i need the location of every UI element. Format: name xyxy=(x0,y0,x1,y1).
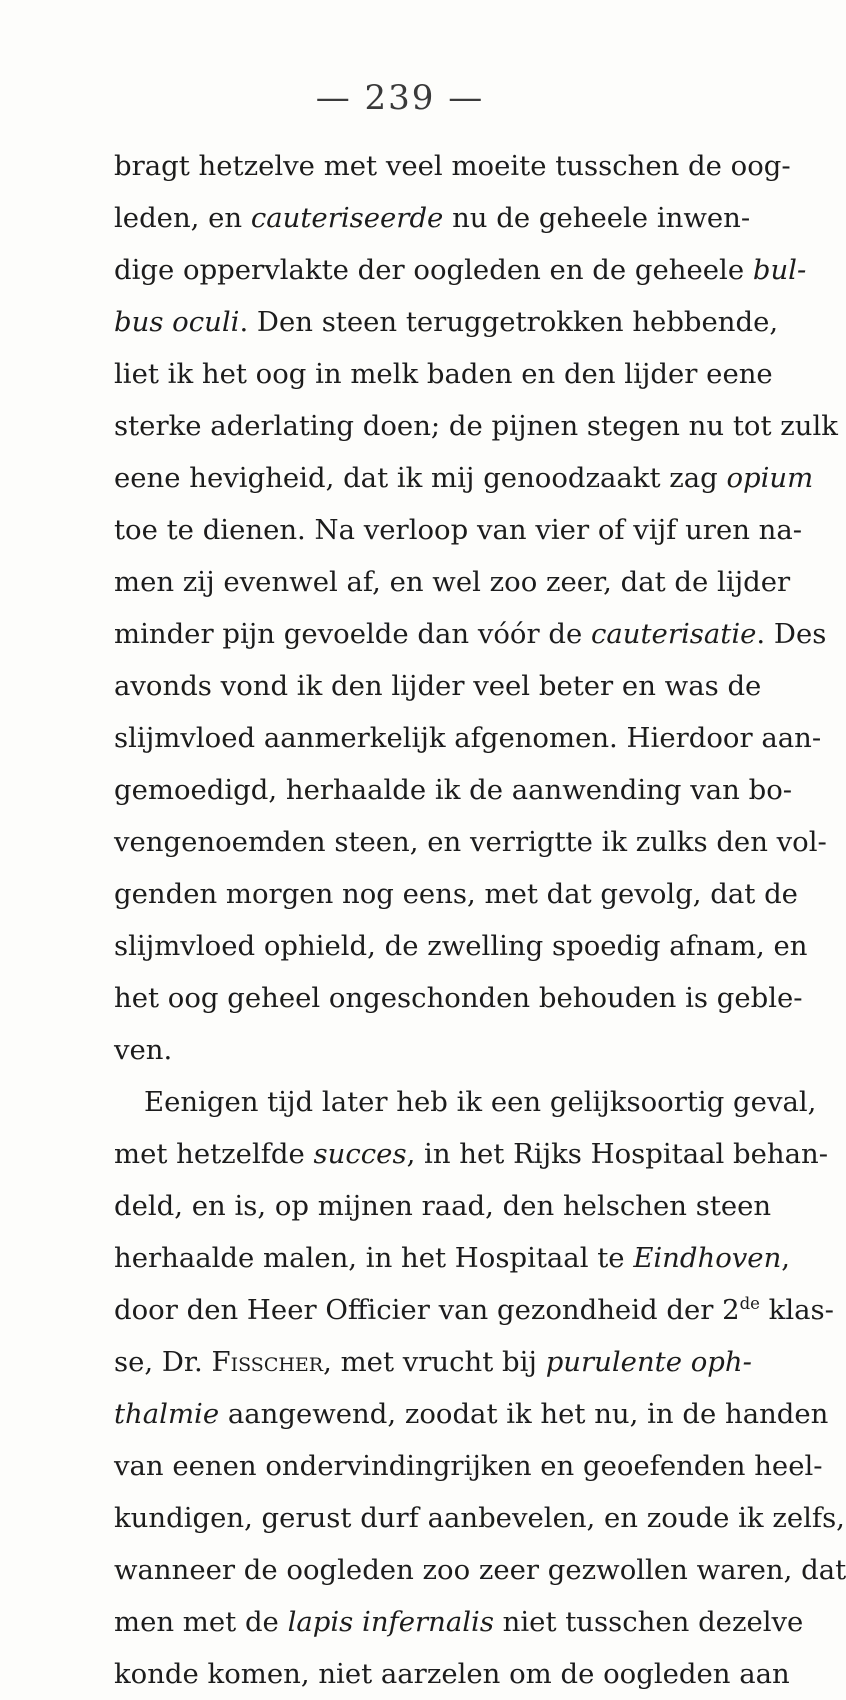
text-line xyxy=(114,556,791,608)
text-line xyxy=(114,504,803,556)
text-run: herhaalde malen, in het Hospitaal te xyxy=(114,1242,634,1274)
text-line xyxy=(114,140,791,192)
text-run: aangewend, zoodat ik het nu, in de handen xyxy=(219,1398,829,1430)
text-run: cauteriseerde xyxy=(250,202,444,234)
text-run: klas- xyxy=(759,1294,834,1326)
text-run: Eindhoven xyxy=(633,1242,782,1274)
text-run: leden, en xyxy=(114,202,251,234)
text-run: door den Heer Officier van gezondheid der 2 xyxy=(114,1294,740,1326)
page-number: — 239 — xyxy=(315,78,485,118)
text-run: konde komen, niet aarzelen om de oogleden aan xyxy=(114,1658,790,1690)
text-run: van eenen ondervindingrijken en geoefenden heel- xyxy=(114,1450,823,1482)
text-run: , in het Rijks Hospitaal behan- xyxy=(406,1138,829,1170)
text-line xyxy=(114,1128,829,1180)
text-run: wanneer de oogleden zoo zeer gezwollen waren, dat xyxy=(114,1554,846,1586)
text-run: slijmvloed aanmerkelijk afgenomen. Hierdoor aan- xyxy=(114,722,822,754)
text-run: bus oculi xyxy=(114,306,240,338)
text-run: Fisscher xyxy=(211,1346,324,1378)
text-line xyxy=(114,660,762,712)
text-line xyxy=(114,1232,791,1284)
text-run: eene hevigheid, dat ik mij genoodzaakt zag xyxy=(114,462,727,494)
text-line xyxy=(114,868,798,920)
text-run: cauterisatie xyxy=(591,618,757,650)
text-run: thalmie xyxy=(114,1398,220,1430)
text-line xyxy=(114,972,803,1024)
text-run: opium xyxy=(726,462,814,494)
text-run: nu de geheele inwen- xyxy=(443,202,751,234)
text-run: bul- xyxy=(752,254,807,286)
text-run: Eenigen tijd later heb ik een gelijksoortig geval, xyxy=(144,1086,817,1118)
text-line xyxy=(114,452,814,504)
text-run: . Des xyxy=(756,618,827,650)
text-line xyxy=(114,1388,829,1440)
text-run: ven. xyxy=(114,1034,173,1066)
text-run: men zij evenwel af, en wel zoo zeer, dat de lijder xyxy=(114,566,791,598)
text-line xyxy=(114,296,779,348)
text-line xyxy=(114,348,773,400)
text-run: slijmvloed ophield, de zwelling spoedig afnam, en xyxy=(114,930,808,962)
text-run: vengenoemden steen, en verrigtte ik zulks den vol- xyxy=(114,826,827,858)
text-line xyxy=(114,920,808,972)
text-run: succes xyxy=(313,1138,407,1170)
text-run: liet ik het oog in melk baden en den lijder eene xyxy=(114,358,773,390)
text-line xyxy=(114,400,838,452)
text-run: minder pijn gevoelde dan vóór de xyxy=(114,618,591,650)
text-line xyxy=(114,1024,682,1076)
text-run: avonds vond ik den lijder veel beter en was de xyxy=(114,670,762,702)
text-run: deld, en is, op mijnen raad, den helschen steen xyxy=(114,1190,772,1222)
text-run: men met de xyxy=(114,1606,288,1638)
text-line xyxy=(114,712,822,764)
text-line xyxy=(114,1544,846,1596)
text-line xyxy=(114,1648,790,1700)
text-line xyxy=(114,192,751,244)
text-run: purulente oph- xyxy=(545,1346,752,1378)
text-line xyxy=(114,816,827,868)
body-text xyxy=(114,140,846,1700)
text-line xyxy=(114,244,807,296)
text-run: de xyxy=(739,1293,760,1313)
text-run: se, Dr. xyxy=(114,1346,212,1378)
text-run: toe te dienen. Na verloop van vier of vijf uren na- xyxy=(114,514,803,546)
text-run: niet tusschen dezelve xyxy=(493,1606,804,1638)
text-line xyxy=(114,608,827,660)
text-run: sterke aderlating doen; de pijnen stegen nu tot zulk xyxy=(114,410,838,442)
text-run: kundigen, gerust durf aanbevelen, en zoude ik zelfs, xyxy=(114,1502,845,1534)
text-line xyxy=(114,1284,834,1336)
text-run: genden morgen nog eens, met dat gevolg, dat de xyxy=(114,878,798,910)
text-line xyxy=(114,1076,817,1128)
text-run: het oog geheel ongeschonden behouden is geble- xyxy=(114,982,803,1014)
text-line xyxy=(114,1492,845,1544)
text-run: . Den steen teruggetrokken hebbende, xyxy=(239,306,779,338)
text-run: , met vrucht bij xyxy=(323,1346,546,1378)
text-line xyxy=(114,1440,823,1492)
text-run: dige oppervlakte der oogleden en de geheele xyxy=(114,254,753,286)
text-run: bragt hetzelve met veel moeite tusschen de oog- xyxy=(114,150,791,182)
text-run: met hetzelfde xyxy=(114,1138,314,1170)
text-line xyxy=(114,1596,804,1648)
text-run: , xyxy=(781,1242,791,1274)
text-run: lapis infernalis xyxy=(287,1606,494,1638)
text-line xyxy=(114,1180,772,1232)
text-line xyxy=(114,1336,752,1388)
text-run: gemoedigd, herhaalde ik de aanwending van bo- xyxy=(114,774,793,806)
text-line xyxy=(114,764,793,816)
